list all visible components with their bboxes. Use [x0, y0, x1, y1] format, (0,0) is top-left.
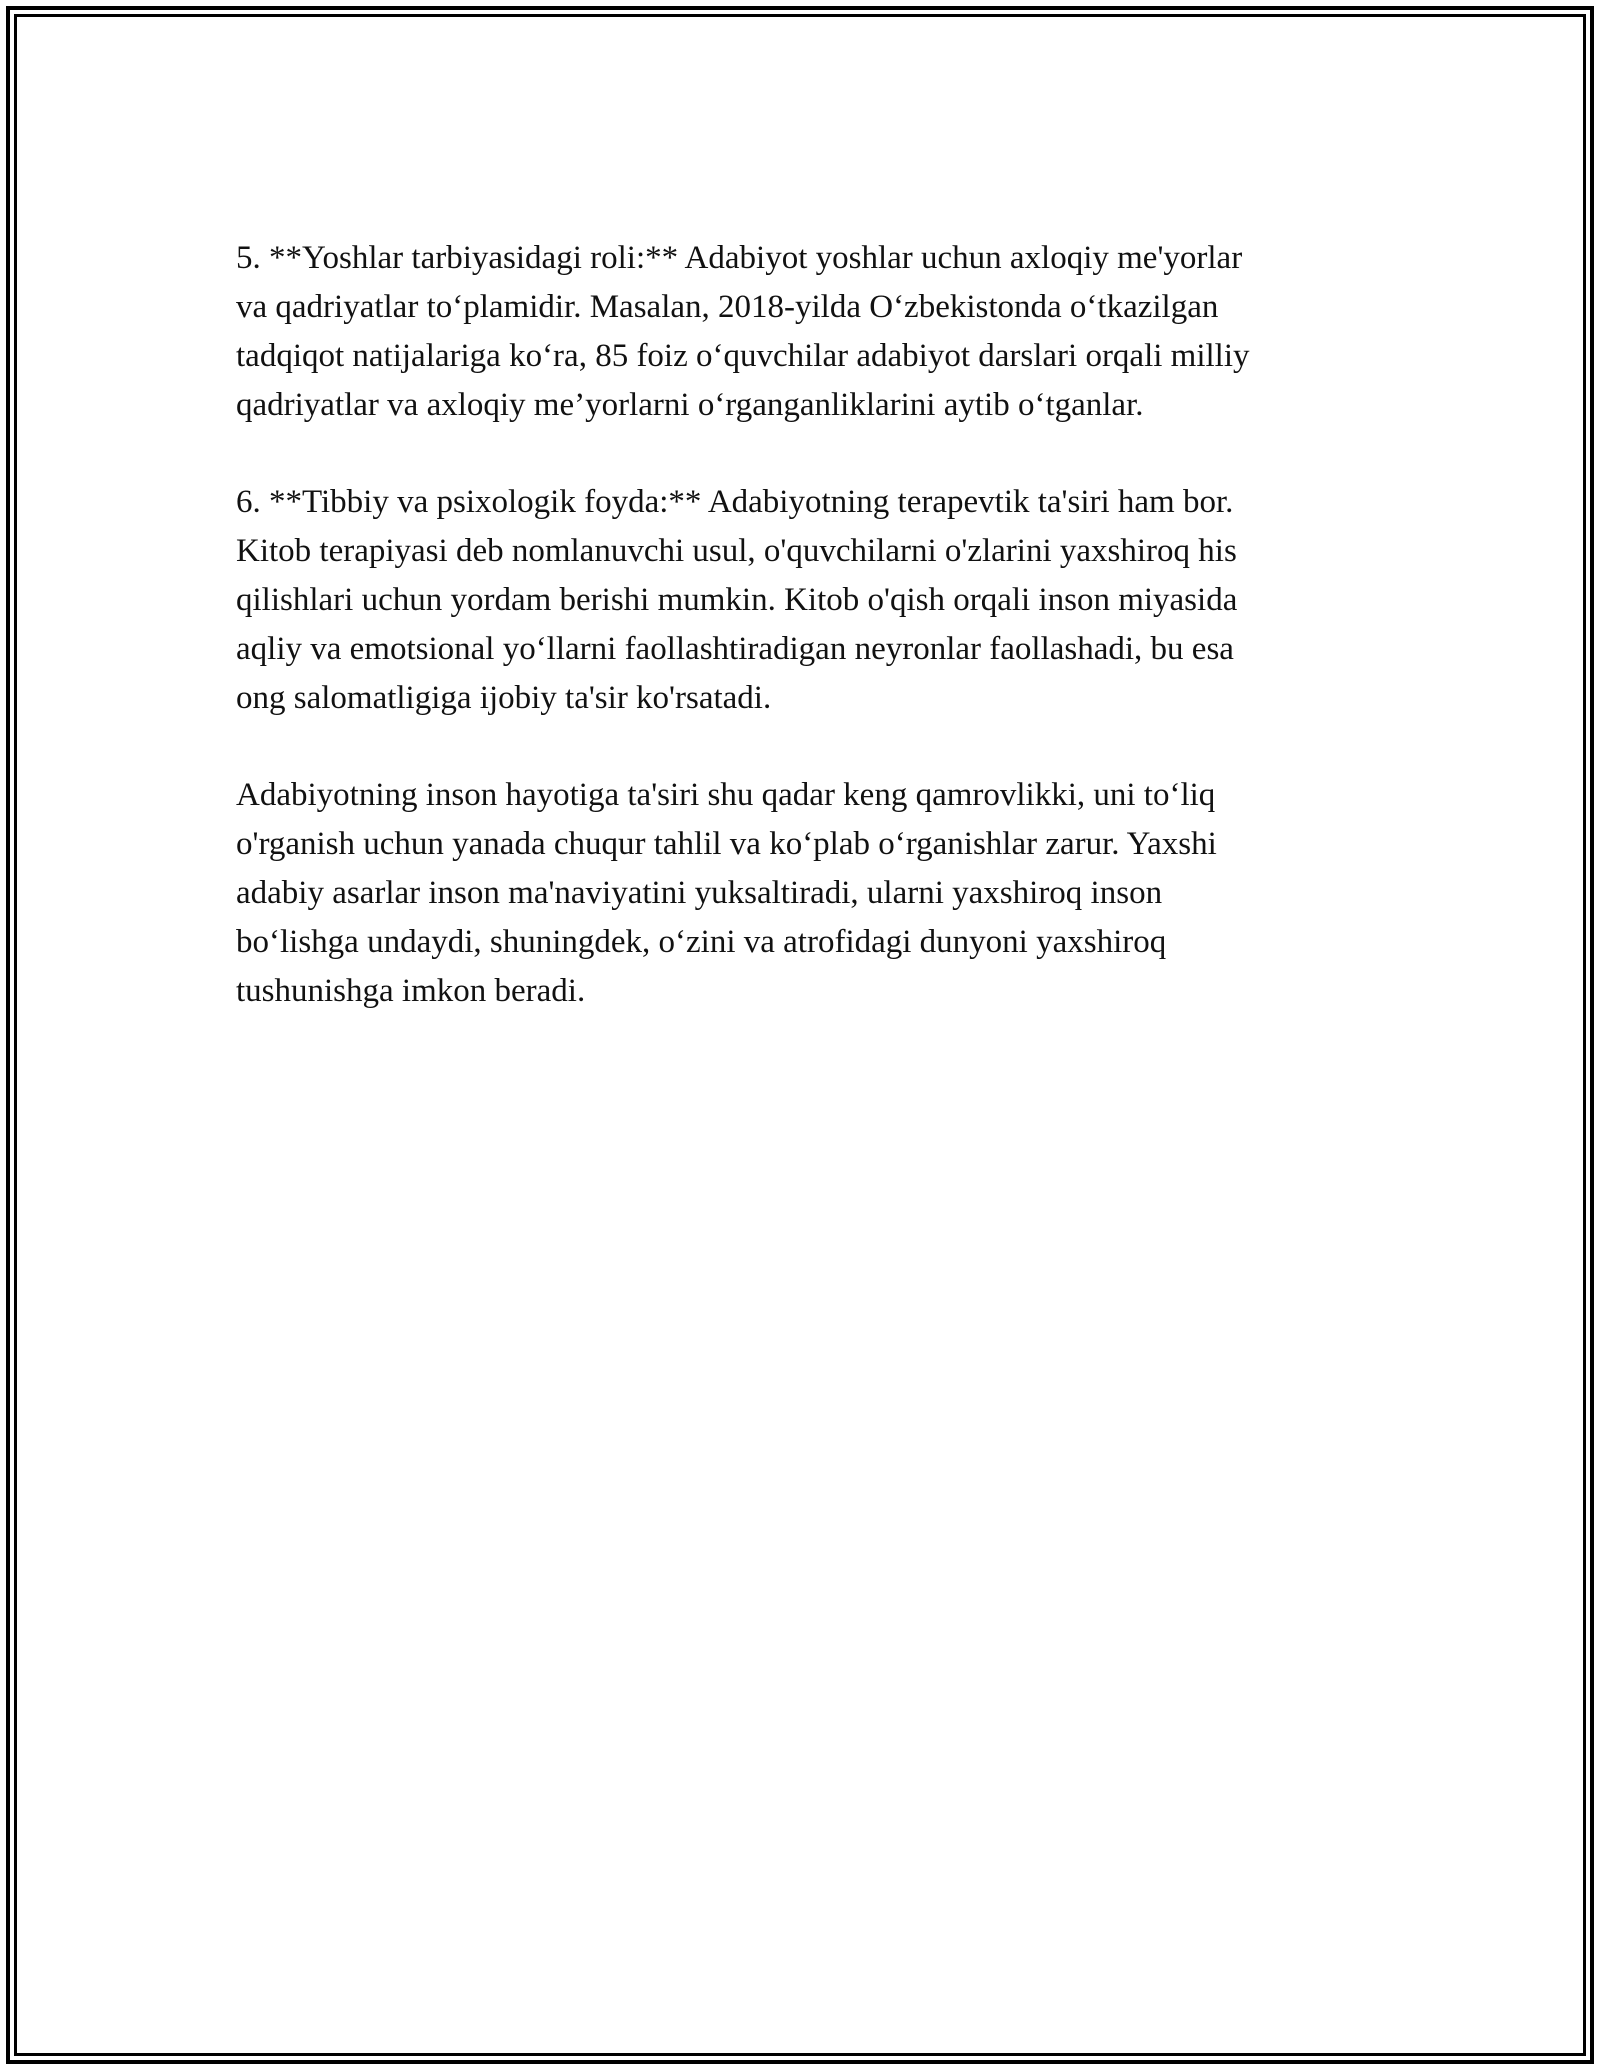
paragraph-conclusion: Adabiyotning inson hayotiga ta'siri shu qadar keng qamrovlikki, uni to‘liq o'rganish uchun yanada chuqur tahlil va ko‘plab o‘rganishlar zarur. Yaxshi adabiy asarlar inson ma'naviyatini yuksaltiradi, ularni yaxshiroq inson bo‘lishga undaydi, shuningdek, o‘zini va atrofidagi dunyoni yaxshiroq tushunishga imkon beradi. — [236, 777, 1217, 1009]
paragraph-medical-psychological-benefit: 6. **Tibbiy va psixologik foyda:** Adabiyotning terapevtik ta'siri ham bor. Kitob terapiyasi deb nomlanuvchi usul, o'quvchilarni o'zlarini yaxshiroq his qilishlari uchun yordam berishi mumkin. Kitob o'qish orqali inson miyasida aqliy va emotsional yo‘llarni faollashtiradigan neyronlar faollashadi, bu esa ong salomatligiga ijobiy ta'sir ko'rsatadi. — [236, 484, 1238, 716]
paragraph-youth-upbringing: 5. **Yoshlar tarbiyasidagi roli:** Adabiyot yoshlar uchun axloqiy me'yorlar va qadriyatlar to‘plamidir. Masalan, 2018-yilda O‘zbekistonda o‘tkazilgan tadqiqot natijalariga ko‘ra, 85 foiz o‘quvchilar adabiyot darslari orqali milliy qadriyatlar va axloqiy me’yorlarni o‘rganganliklarini aytib o‘tganlar. — [236, 240, 1250, 423]
document-body — [236, 234, 1366, 1064]
